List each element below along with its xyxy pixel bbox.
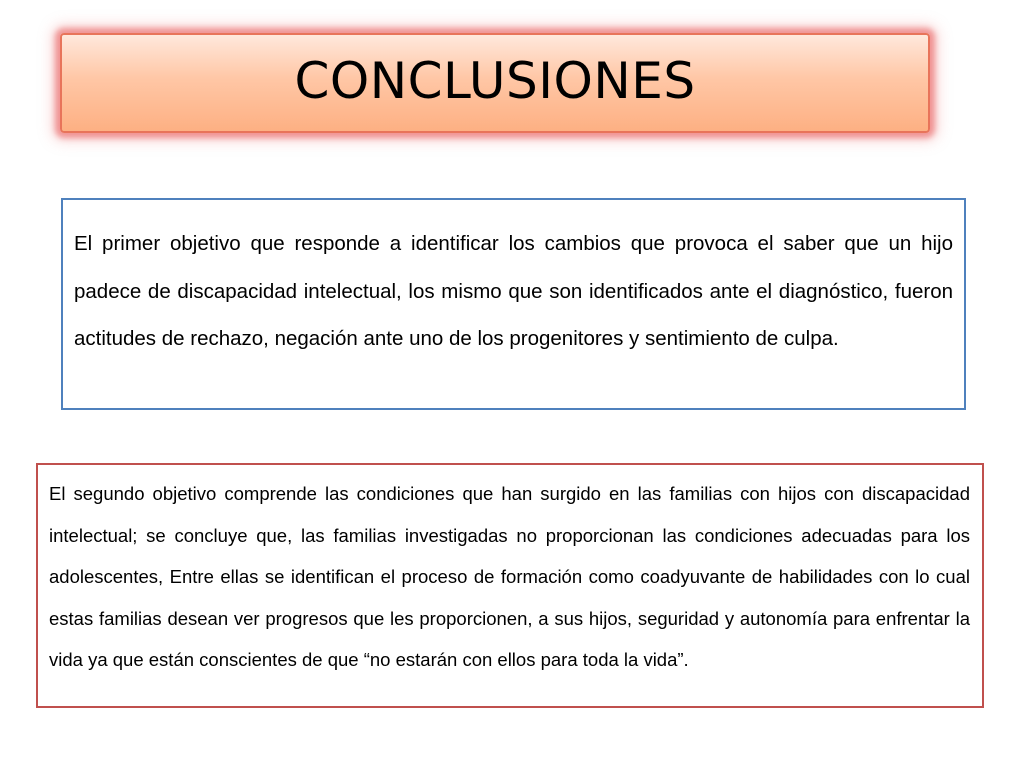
title-banner (60, 33, 930, 133)
conclusion-box-2 (36, 463, 984, 708)
conclusion-box-1 (61, 198, 966, 410)
conclusion-paragraph-1: El primer objetivo que responde a identificar los cambios que provoca el saber que un hijo padece de discapacidad intelectual, los mismo que son identificados ante el diagnóstico, fueron actitudes de rechazo, negación ante uno de los progenitores y sentimiento de culpa. (74, 232, 953, 350)
slide-title: CONCLUSIONES (294, 52, 696, 110)
conclusion-paragraph-2: El segundo objetivo comprende las condiciones que han surgido en las familias con hijos con discapacidad intelectual; se concluye que, las familias investigadas no proporcionan las condiciones adecuadas para los adolescentes, Entre ellas se identifican el proceso de formación como coadyuvante de habilidades con lo cual estas familias desean ver progresos que les proporcionen, a sus hijos, seguridad y autonomía para enfrentar la vida ya que están conscientes de que “no estarán con ellos para toda la vida”. (49, 483, 970, 671)
